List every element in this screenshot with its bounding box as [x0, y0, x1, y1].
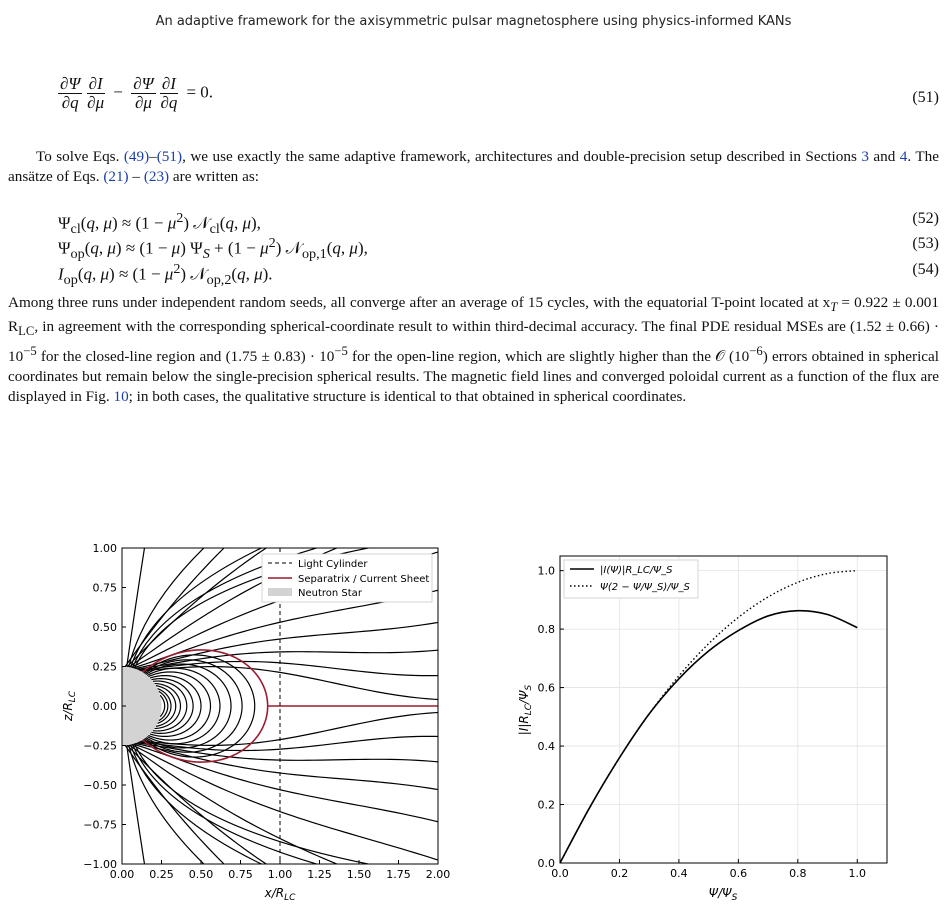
section-ref-link[interactable]: 4	[899, 148, 908, 165]
x-tick-label: 1.0	[848, 867, 867, 880]
y-tick-label: 0.75	[92, 581, 117, 595]
x-tick-label: 1.00	[267, 868, 293, 881]
x-tick-label: 0.4	[670, 867, 688, 880]
x-axis-label: $x/R_{LC}$	[264, 886, 296, 903]
legend-label: Separatrix / Current Sheet	[298, 574, 430, 585]
legend-label: |I(Ψ)|R_LC/Ψ_S	[600, 565, 673, 576]
section-ref-link[interactable]: 3	[861, 148, 869, 165]
paragraph-results: Among three runs under independent random seeds, all converge after an average of 15 cycles, with the equatorial T-point located at $x_T = 0.922 \pm 0.001$ $R_{LC}$, in agreement with the corresponding spherical-coordinate result to within third-decimal accuracy. The final PDE residual MSEs are $(1.52 \pm 0.66) \cdot 10^{-5}$ for the closed-line region and $(1.75 \pm 0.83) \cdot 10^{-5}$ for the open-line region, which are slightly higher than the 𝒪 $(10^{-6})$ errors obtained in spherical coordinates but remain below the single-precision spherical results. The magnetic field lines and converged poloidal current as a function of the flux are displayed in Fig. 10; in both cases, the qualitative structure is identical to that obtained in spherical coordinates.	[8, 294, 939, 406]
y-tick-label: 0.0	[537, 857, 555, 870]
open-field-line	[125, 745, 454, 907]
equation-51: $\frac{\partial\Psi}{\partial q}$ $\frac{\partial I}{\partial\mu}$ − $\frac{\partial\Psi}{\partial\mu}$ $\frac{\partial I}{\partial q}$ = 0. (51)	[60, 74, 939, 112]
left-legend	[262, 554, 432, 602]
open-field-line	[131, 745, 279, 872]
y-axis-label: $z/R_{LC}$	[61, 691, 78, 721]
equation-number: (54)	[912, 261, 939, 278]
equation-number: (52)	[912, 210, 939, 227]
series-reference-dotted	[560, 571, 857, 863]
legend-label: Ψ(2 − Ψ/Ψ_S)/Ψ_S	[600, 582, 690, 593]
legend-label: Neutron Star	[298, 588, 362, 599]
open-field-line	[138, 661, 453, 675]
y-tick-label: 0.50	[92, 621, 117, 634]
x-tick-label: 2.00	[425, 868, 451, 881]
right-plot-frame	[560, 556, 887, 863]
y-tick-label: 1.0	[537, 564, 555, 578]
x-tick-label: 1.50	[346, 868, 372, 881]
x-tick-label: 1.75	[386, 868, 411, 881]
series-current-solid	[560, 611, 857, 863]
legend-label: Light Cylinder	[298, 559, 368, 570]
paragraph-intro: To solve Eqs. (49)–(51), we use exactly the same adaptive framework, architectures and double-precision setup described in Sections 3 and 4. The ansätze of Eqs. (21) – (23) are written as:	[8, 148, 939, 185]
equation-52: $\Psi_{cl}(q$, $\mu) \approx (1 - \mu^2)$ 𝒩$_{cl}$(q, μ), (52)	[58, 210, 939, 238]
open-field-line	[138, 736, 453, 750]
figure-ref-link[interactable]: 10	[113, 388, 129, 406]
y-tick-label: 0.8	[537, 623, 555, 637]
x-tick-label: 0.25	[149, 868, 174, 881]
y-axis-label: $|I|R_{LC}/\Psi_S$	[517, 684, 534, 736]
x-tick-label: 0.00	[109, 868, 135, 881]
y-tick-label: 0.00	[92, 700, 117, 713]
eq-ref-link[interactable]: (23)	[143, 168, 170, 185]
open-field-line	[140, 667, 454, 700]
open-field-line	[131, 540, 279, 667]
x-tick-label: 0.75	[228, 868, 253, 881]
y-tick-label: −0.75	[83, 818, 117, 832]
equation-number: (51)	[912, 89, 939, 106]
x-tick-label: 1.25	[307, 868, 332, 881]
eq-ref-link[interactable]: (49)	[123, 148, 150, 165]
x-tick-label: 0.2	[610, 867, 629, 880]
equation-number: (53)	[912, 235, 939, 252]
y-tick-label: 0.2	[537, 798, 555, 812]
y-tick-label: 1.00	[92, 542, 117, 555]
open-field-line	[140, 712, 454, 745]
x-tick-label: 0.6	[729, 867, 748, 880]
equation-53: $\Psi_{op}(q$, μ) ≈ (1 − μ) $\Psi_S + (1 - \mu^2)$ 𝒩$_{op,1}$(q, μ), (53)	[58, 235, 939, 263]
equation-54: $I_{op}(q$, $\mu) \approx (1 - \mu^2)$ 𝒩$_{op,2}$(q, μ). (54)	[58, 261, 939, 289]
open-field-line	[129, 745, 454, 907]
x-tick-label: 0.50	[188, 868, 214, 881]
y-tick-label: 0.25	[92, 660, 117, 674]
open-field-line	[131, 744, 454, 865]
running-header: An adaptive framework for the axisymmetric pulsar magnetosphere using physics-informed KANs	[155, 14, 792, 29]
y-tick-label: 0.6	[537, 681, 555, 695]
y-tick-label: 0.4	[537, 740, 555, 754]
eq-ref-link[interactable]: (51)	[156, 148, 183, 165]
legend-swatch-neutron-star	[268, 588, 292, 596]
x-tick-label: 0.0	[551, 867, 569, 880]
right-legend	[564, 560, 698, 598]
y-tick-label: −0.25	[83, 739, 117, 753]
x-axis-label: $\Psi/\Psi_S$	[708, 886, 738, 903]
x-tick-label: 0.8	[789, 867, 807, 880]
y-tick-label: −1.00	[83, 858, 117, 871]
y-tick-label: −0.50	[83, 779, 117, 792]
open-field-line	[125, 385, 454, 667]
field-lines-group	[122, 385, 454, 907]
eq-ref-link[interactable]: (21)	[103, 168, 129, 185]
open-field-line	[127, 745, 454, 907]
